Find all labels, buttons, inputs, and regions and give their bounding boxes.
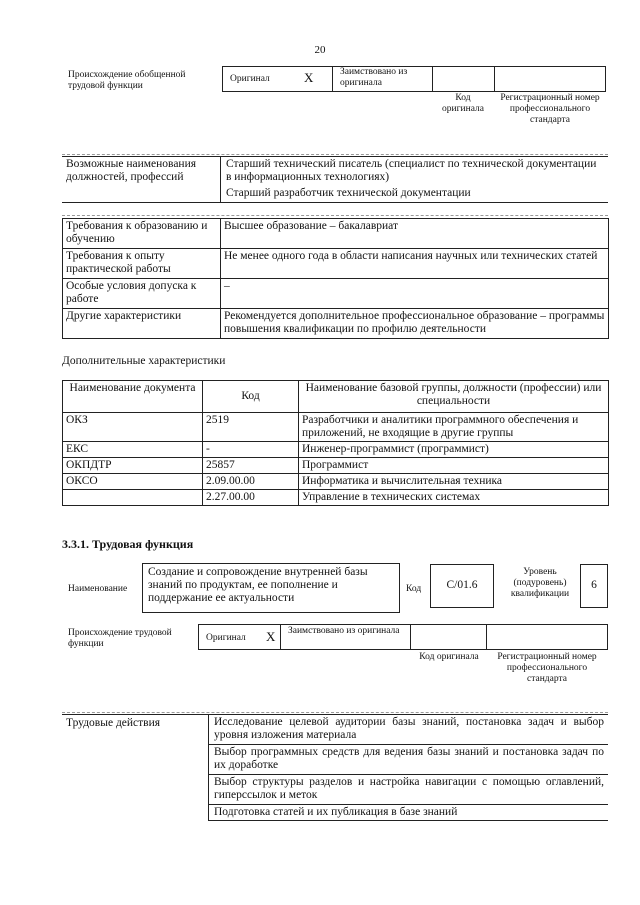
extra-row-name: Управление в технических системах <box>299 490 609 506</box>
level-label: Уровень (подуровень) квалификации <box>510 567 570 599</box>
extra-row-doc: ОКЗ <box>63 413 203 442</box>
requirements-table <box>62 218 609 339</box>
function-name-value: Создание и сопровождение внутренней базы знаний по продуктам, ее пополнение и поддержание ее актуальности <box>148 566 368 604</box>
action-1: Исследование целевой аудитории базы знаний, постановка задач и выбор уровня изложения материала <box>214 716 604 741</box>
reg-number-label: Регистрационный номер профессионального стандарта <box>500 93 600 125</box>
original-mark: X <box>304 70 314 85</box>
extra-header-name: Наименование базовой группы, должности (профессии) или специальности <box>299 381 609 413</box>
req-value-experience: Не менее одного года в области написания научных или технических статей <box>221 249 609 279</box>
code-original-label: Код оригинала <box>419 652 479 662</box>
actions-label: Трудовые действия <box>66 717 161 729</box>
extra-header-code: Код <box>203 381 299 413</box>
extra-row-code: 2.09.00.00 <box>203 474 299 490</box>
code-original-label: Код оригинала <box>442 93 484 114</box>
extra-header-doc: Наименование документа <box>63 381 203 413</box>
action-3: Выбор структуры разделов и настройка навигации с помощью оглавлений, гиперссылок и меток <box>214 776 604 801</box>
level-value: 6 <box>591 579 597 591</box>
function-name-label: Наименование <box>68 584 128 594</box>
extra-row-doc: ОКСО <box>63 474 203 490</box>
req-label-education: Требования к образованию и обучению <box>63 219 221 249</box>
section-title: 3.3.1. Трудовая функция <box>62 537 194 551</box>
action-1-line-justified <box>214 716 604 742</box>
origin-label: Происхождение обобщенной трудовой функции <box>68 70 186 91</box>
extra-row-name: Информатика и вычислительная техника <box>299 474 609 490</box>
extra-row-name: Разработчики и аналитики программного обеспечения и приложений, не входящие в другие группы <box>299 413 609 442</box>
extra-row-code: 2.27.00.00 <box>203 490 299 506</box>
extra-title: Дополнительные характеристики <box>62 355 226 367</box>
origin-label: Происхождение трудовой функции <box>68 628 172 649</box>
extra-row-doc: ОКПДТР <box>63 458 203 474</box>
req-value-access: – <box>221 279 609 309</box>
borrowed-label: Заимствовано из оригинала <box>340 67 408 88</box>
original-label: Оригинал <box>230 74 270 84</box>
reg-number-label: Регистрационный номер профессионального стандарта <box>497 652 597 684</box>
extra-table <box>62 380 609 506</box>
position-2: Старший разработчик технической документации <box>226 187 471 199</box>
extra-row-name: Программист <box>299 458 609 474</box>
action-2: Выбор программных средств для ведения базы знаний и постановка задач по их доработке <box>214 746 604 771</box>
extra-row-code: 2519 <box>203 413 299 442</box>
req-label-experience: Требования к опыту практической работы <box>63 249 221 279</box>
borrowed-label: Заимствовано из оригинала <box>288 626 400 636</box>
req-label-other: Другие характеристики <box>63 309 221 339</box>
original-label: Оригинал <box>206 633 246 643</box>
extra-row-code: - <box>203 442 299 458</box>
original-mark: X <box>266 629 276 644</box>
action-4: Подготовка статей и их публикация в базе знаний <box>214 806 458 818</box>
req-label-access: Особые условия допуска к работе <box>63 279 221 309</box>
page-number: 20 <box>314 44 326 56</box>
position-1: Старший технический писатель (специалист по технической документации в информационных технологиях) <box>226 158 597 183</box>
extra-row-doc <box>63 490 203 506</box>
positions-label: Возможные наименования должностей, профессий <box>66 158 197 183</box>
function-code-label: Код <box>406 584 422 594</box>
req-value-other: Рекомендуется дополнительное профессиональное образование – программы повышения квалификации по профилю деятельности <box>221 309 609 339</box>
extra-row-doc: ЕКС <box>63 442 203 458</box>
extra-row-name: Инженер-программист (программист) <box>299 442 609 458</box>
function-code-value: C/01.6 <box>446 579 478 591</box>
extra-row-code: 25857 <box>203 458 299 474</box>
req-value-education: Высшее образование – бакалавриат <box>221 219 609 249</box>
